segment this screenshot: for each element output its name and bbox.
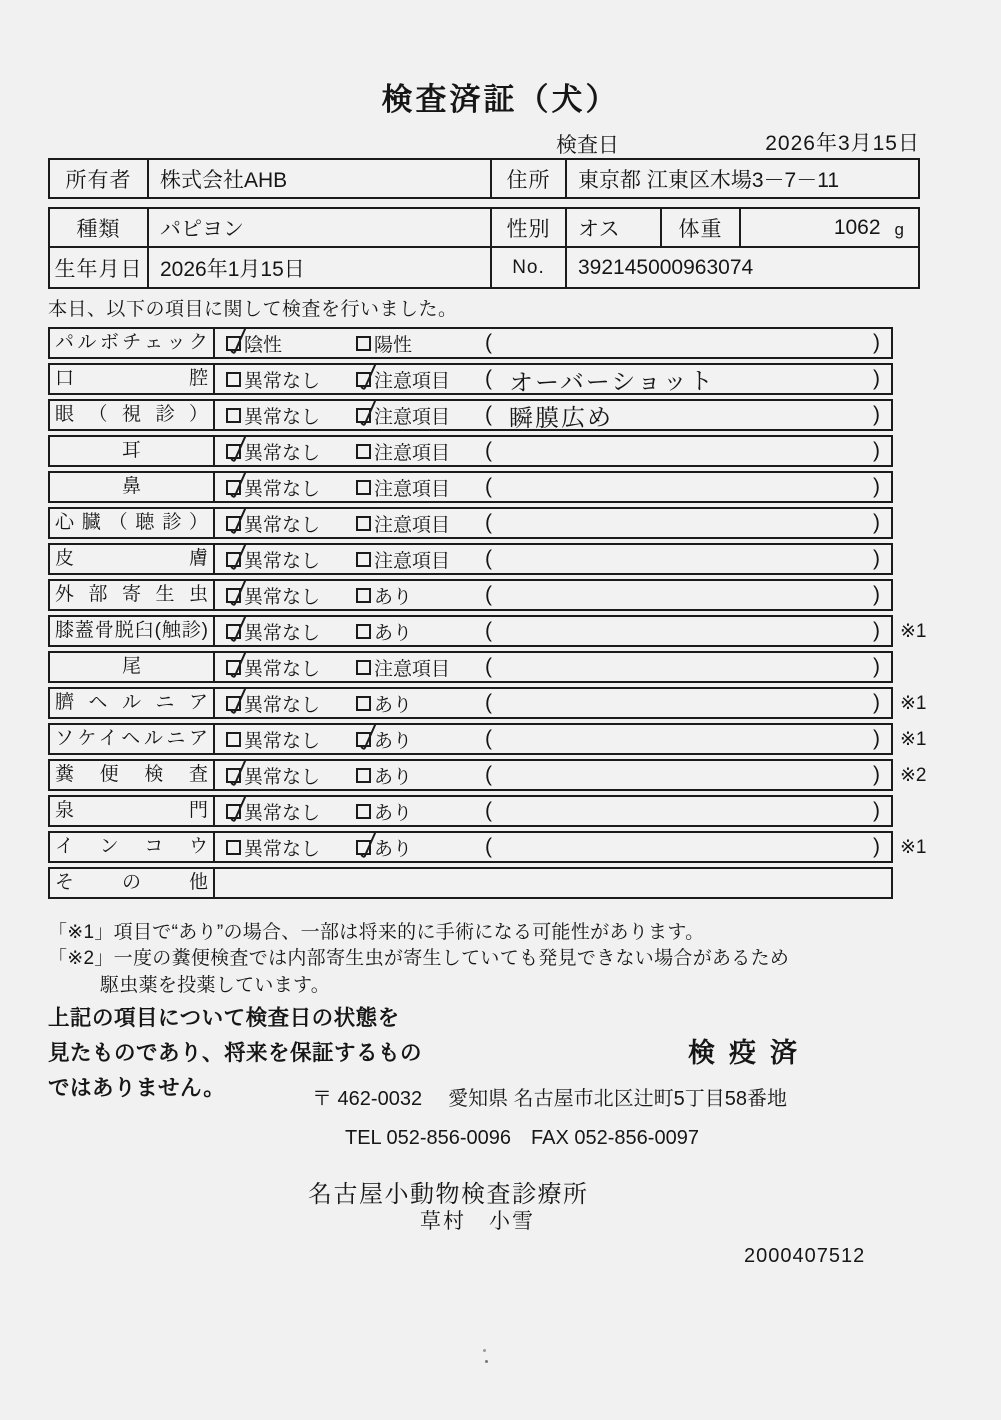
- owner-label: 所有者: [50, 160, 149, 197]
- checkbox-icon: [356, 336, 371, 351]
- option-label: 注意項目: [374, 442, 451, 464]
- clinic-address: 愛知県 名古屋市北区辻町5丁目58番地: [448, 1088, 788, 1110]
- inspection-row-body: [215, 509, 891, 537]
- checkbox-icon: [226, 624, 241, 639]
- pet-info-row-1: [50, 209, 918, 248]
- handwritten-check-icon: [224, 647, 250, 681]
- checkbox-icon: [226, 696, 241, 711]
- inspection-row: [48, 687, 927, 719]
- sex-value: オス: [567, 209, 662, 246]
- result-option-2: [356, 833, 412, 861]
- note-paren-close: ): [873, 583, 880, 606]
- note-paren-close: ): [873, 331, 880, 354]
- footnote-2: [48, 945, 789, 999]
- handwritten-check-icon: [224, 611, 250, 645]
- note-paren-close: ): [873, 655, 880, 678]
- checkbox-icon: [226, 480, 241, 495]
- checkbox-icon: [226, 768, 241, 783]
- handwritten-check-icon: [354, 719, 380, 753]
- exam-date-value: 2026年3月15日: [765, 132, 920, 155]
- owner-table: [48, 158, 920, 199]
- inspection-table: [48, 327, 927, 903]
- result-option-1: [226, 617, 320, 645]
- option-label: 異常なし: [244, 730, 321, 752]
- result-option-1: [226, 401, 320, 429]
- disclaimer-line-3: ではありません。: [48, 1076, 226, 1100]
- address-label: 住所: [490, 160, 567, 197]
- option-label: 陽性: [374, 334, 413, 356]
- option-label: 異常なし: [244, 622, 321, 644]
- note-paren-close: ): [873, 727, 880, 750]
- note-paren-open: (: [485, 835, 492, 858]
- checkbox-icon: [356, 732, 371, 747]
- checkbox-icon: [356, 444, 371, 459]
- note-paren-open: (: [485, 583, 492, 606]
- option-label: あり: [374, 622, 413, 644]
- inspection-row-body: [215, 473, 891, 501]
- inspection-item-label: インコウ: [50, 833, 215, 861]
- inspection-row-body: [215, 329, 891, 357]
- result-option-2: [356, 689, 412, 717]
- clinic-name: 名古屋小動物検査診療所: [308, 1181, 589, 1208]
- result-option-1: [226, 509, 320, 537]
- result-option-1: [226, 437, 320, 465]
- checkbox-icon: [226, 804, 241, 819]
- option-label: 異常なし: [244, 586, 321, 608]
- note-paren-close: ): [873, 547, 880, 570]
- inspection-row-body: [215, 869, 891, 897]
- option-label: 異常なし: [244, 766, 321, 788]
- result-option-2: [356, 329, 412, 357]
- inspection-row-body: [215, 437, 891, 465]
- reference-mark: ※1: [900, 692, 927, 714]
- note-paren-open: (: [485, 403, 492, 426]
- clinic-fax: FAX 052-856-0097: [531, 1127, 699, 1149]
- note-paren-open: (: [485, 331, 492, 354]
- breed-value: パピヨン: [160, 217, 244, 241]
- id-number-value: 392145000963074: [578, 255, 754, 279]
- option-label: あり: [374, 766, 413, 788]
- option-label: 異常なし: [244, 694, 321, 716]
- checkbox-icon: [226, 588, 241, 603]
- note-paren-close: ): [873, 439, 880, 462]
- checkbox-icon: [226, 444, 241, 459]
- checkbox-icon: [356, 372, 371, 387]
- inspection-row: [48, 471, 893, 503]
- inspection-row-body: [215, 545, 891, 573]
- inspection-item-label: その他: [50, 869, 215, 897]
- inspection-item-label: 鼻: [50, 473, 215, 501]
- option-label: 陰性: [244, 334, 283, 356]
- option-label: 異常なし: [244, 406, 321, 428]
- note-paren-close: ): [873, 691, 880, 714]
- note-paren-open: (: [485, 439, 492, 462]
- address-value: 東京都 江東区木場3－7－11: [578, 168, 839, 192]
- inspection-row-body: [215, 617, 891, 645]
- result-option-1: [226, 761, 320, 789]
- note-paren-close: ): [873, 403, 880, 426]
- handwritten-check-icon: [224, 683, 250, 717]
- note-paren-open: (: [485, 799, 492, 822]
- result-option-2: [356, 545, 450, 573]
- note-paren-open: (: [485, 475, 492, 498]
- inspection-row: [48, 399, 893, 431]
- footnote-2-line-2: 駆虫薬を投薬しています。: [100, 975, 331, 996]
- checkbox-icon: [356, 552, 371, 567]
- exam-date-label: 検査日: [556, 134, 619, 157]
- reference-mark: ※1: [900, 620, 927, 642]
- result-option-2: [356, 725, 412, 753]
- disclaimer-line-1: 上記の項目について検査日の状態を: [48, 1006, 400, 1030]
- inspection-row: [48, 795, 893, 827]
- inspection-row-body: [215, 365, 891, 397]
- handwritten-check-icon: [224, 755, 250, 789]
- option-label: 注意項目: [374, 658, 451, 680]
- inspection-row-body: [215, 581, 891, 609]
- note-paren-open: (: [485, 691, 492, 714]
- id-number-label: No.: [490, 248, 567, 287]
- handwritten-check-icon: [354, 827, 380, 861]
- checkbox-icon: [226, 336, 241, 351]
- weight-unit: g: [894, 219, 904, 239]
- checkbox-icon: [226, 408, 241, 423]
- handwritten-check-icon: [354, 395, 380, 429]
- inspection-row: [48, 327, 893, 359]
- result-option-2: [356, 509, 450, 537]
- result-option-1: [226, 725, 320, 753]
- inspection-row: [48, 543, 893, 575]
- veterinarian-name: 草村 小雪: [420, 1210, 535, 1233]
- handwritten-check-icon: [224, 431, 250, 465]
- inspection-row: [48, 723, 927, 755]
- option-label: あり: [374, 802, 413, 824]
- inspection-item-label: 泉門: [50, 797, 215, 825]
- checkbox-icon: [356, 624, 371, 639]
- scan-artifact: [483, 1349, 486, 1352]
- handwritten-note: 瞬膜広め: [508, 403, 614, 433]
- result-option-2: [356, 617, 412, 645]
- inspection-row: [48, 579, 893, 611]
- inspection-item-label: 口腔: [50, 365, 215, 393]
- note-paren-open: (: [485, 763, 492, 786]
- checkbox-icon: [226, 516, 241, 531]
- result-option-1: [226, 689, 320, 717]
- inspection-row-body: [215, 653, 891, 681]
- note-paren-open: (: [485, 727, 492, 750]
- result-option-2: [356, 401, 450, 429]
- note-paren-open: (: [485, 511, 492, 534]
- checkbox-icon: [356, 660, 371, 675]
- result-option-1: [226, 797, 320, 825]
- handwritten-check-icon: [224, 791, 250, 825]
- checkbox-icon: [356, 516, 371, 531]
- note-paren-close: ): [873, 619, 880, 642]
- handwritten-check-icon: [224, 575, 250, 609]
- intro-text: 本日、以下の項目に関して検査を行いました。: [48, 299, 458, 320]
- note-paren-close: ): [873, 475, 880, 498]
- checkbox-icon: [356, 696, 371, 711]
- birth-date-label: 生年月日: [50, 248, 149, 287]
- pet-info-table: [48, 207, 920, 289]
- option-label: 異常なし: [244, 478, 321, 500]
- quarantine-stamp-text: 検疫済: [688, 1038, 811, 1068]
- note-paren-close: ): [873, 835, 880, 858]
- result-option-1: [226, 581, 320, 609]
- footnote-2-line-1: 「※2」一度の糞便検査では内部寄生虫が寄生していても発見できない場合があるため: [48, 948, 790, 969]
- weight-value: [741, 209, 918, 246]
- checkbox-icon: [356, 588, 371, 603]
- note-paren-close: ): [873, 763, 880, 786]
- inspection-item-label: ソケイヘルニア: [50, 725, 215, 753]
- inspection-item-label: 糞便検査: [50, 761, 215, 789]
- inspection-item-label: 外部寄生虫: [50, 581, 215, 609]
- reference-mark: ※1: [900, 728, 927, 750]
- note-paren-open: (: [485, 655, 492, 678]
- clinic-address-line: [312, 1082, 787, 1111]
- checkbox-icon: [356, 840, 371, 855]
- result-option-2: [356, 473, 450, 501]
- inspection-row-body: [215, 833, 891, 861]
- inspection-row: [48, 759, 927, 791]
- inspection-row-body: [215, 725, 891, 753]
- result-option-2: [356, 581, 412, 609]
- option-label: 異常なし: [244, 370, 321, 392]
- option-label: 注意項目: [374, 478, 451, 500]
- checkbox-icon: [226, 372, 241, 387]
- inspection-item-label: 膝蓋骨脱臼(触診): [50, 617, 215, 645]
- result-option-2: [356, 653, 450, 681]
- handwritten-check-icon: [224, 323, 250, 357]
- document-title: 検査済証（犬）: [381, 82, 620, 117]
- handwritten-check-icon: [224, 467, 250, 501]
- handwritten-check-icon: [224, 539, 250, 573]
- result-option-1: [226, 653, 320, 681]
- handwritten-note: オーバーショット: [508, 367, 716, 397]
- reference-mark: ※2: [900, 764, 927, 786]
- inspection-row: [48, 867, 893, 899]
- option-label: 異常なし: [244, 442, 321, 464]
- result-option-1: [226, 473, 320, 501]
- inspection-row: [48, 615, 927, 647]
- pet-info-row-2: [50, 248, 918, 287]
- result-option-1: [226, 329, 282, 357]
- checkbox-icon: [226, 840, 241, 855]
- result-option-2: [356, 797, 412, 825]
- result-option-2: [356, 437, 450, 465]
- note-paren-open: (: [485, 547, 492, 570]
- clinic-phone-line: [345, 1127, 699, 1150]
- inspection-row: [48, 831, 927, 863]
- weight-label: 体重: [662, 209, 741, 246]
- option-label: 異常なし: [244, 838, 321, 860]
- checkbox-icon: [356, 768, 371, 783]
- inspection-item-label: 皮膚: [50, 545, 215, 573]
- checkbox-icon: [356, 480, 371, 495]
- weight-number: 1062: [833, 215, 881, 239]
- sex-label: 性別: [490, 209, 567, 246]
- disclaimer-line-2: 見たものであり、将来を保証するもの: [48, 1041, 423, 1065]
- result-option-2: [356, 761, 412, 789]
- option-label: 注意項目: [374, 514, 451, 536]
- inspection-item-label: 眼（視診）: [50, 401, 215, 429]
- document-number: 2000407512: [744, 1245, 866, 1267]
- inspection-item-label: 耳: [50, 437, 215, 465]
- handwritten-check-icon: [224, 503, 250, 537]
- result-option-1: [226, 545, 320, 573]
- checkbox-icon: [356, 408, 371, 423]
- note-paren-open: (: [485, 619, 492, 642]
- option-label: 異常なし: [244, 802, 321, 824]
- checkbox-icon: [356, 804, 371, 819]
- inspection-row: [48, 651, 893, 683]
- inspection-row-body: [215, 797, 891, 825]
- inspection-row: [48, 507, 893, 539]
- inspection-item-label: パルボチェック: [50, 329, 215, 357]
- option-label: あり: [374, 838, 413, 860]
- inspection-row: [48, 435, 893, 467]
- option-label: あり: [374, 730, 413, 752]
- reference-mark: ※1: [900, 836, 927, 858]
- option-label: 注意項目: [374, 370, 451, 392]
- checkbox-icon: [226, 732, 241, 747]
- footnote-1: 「※1」項目で“あり”の場合、一部は将来的に手術になる可能性があります。: [48, 922, 705, 943]
- breed-label: 種類: [50, 209, 149, 246]
- result-option-1: [226, 833, 320, 861]
- checkbox-icon: [226, 552, 241, 567]
- result-option-2: [356, 365, 450, 393]
- result-option-1: [226, 365, 320, 393]
- inspection-item-label: 尾: [50, 653, 215, 681]
- option-label: あり: [374, 586, 413, 608]
- option-label: あり: [374, 694, 413, 716]
- inspection-item-label: 心臓（聴診）: [50, 509, 215, 537]
- owner-value: 株式会社AHB: [160, 168, 288, 192]
- birth-date-value: 2026年1月15日: [160, 257, 305, 281]
- note-paren-open: (: [485, 367, 492, 390]
- option-label: 異常なし: [244, 550, 321, 572]
- inspection-row-body: [215, 401, 891, 433]
- option-label: 異常なし: [244, 514, 321, 536]
- note-paren-close: ): [873, 367, 880, 390]
- note-paren-close: ): [873, 511, 880, 534]
- inspection-item-label: 臍ヘルニア: [50, 689, 215, 717]
- inspection-row: [48, 363, 893, 395]
- note-paren-close: ): [873, 799, 880, 822]
- inspection-row-body: [215, 761, 891, 789]
- option-label: 異常なし: [244, 658, 321, 680]
- handwritten-check-icon: [354, 359, 380, 393]
- checkbox-icon: [226, 660, 241, 675]
- clinic-postal-code: 〒 462-0032: [312, 1088, 423, 1110]
- option-label: 注意項目: [374, 550, 451, 572]
- inspection-row-body: [215, 689, 891, 717]
- option-label: 注意項目: [374, 406, 451, 428]
- clinic-tel: TEL 052-856-0096: [345, 1127, 512, 1149]
